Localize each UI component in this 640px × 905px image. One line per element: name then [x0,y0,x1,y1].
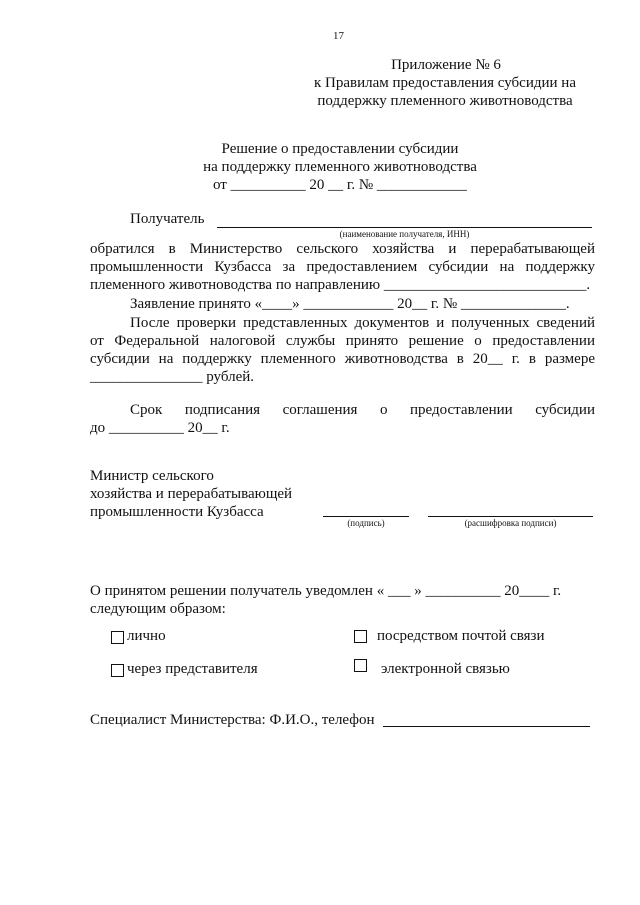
specialist-label: Специалист Министерства: Ф.И.О., телефон [90,712,375,728]
recipient-label: Получатель [130,211,205,227]
appendix-purpose-line: поддержку племенного животноводства [317,93,573,109]
recipient-caption: (наименование получателя, ИНН) [339,229,470,239]
appendix-number: Приложение № 6 [391,57,501,73]
decision-date-number: от __________ 20 __ г. № ____________ [213,177,467,193]
minister-title-line-3: промышленности Кузбасса [90,504,264,520]
page-number: 17 [333,30,344,42]
decision-title: Решение о предоставлении субсидии [221,141,459,157]
notice-line-2: следующим образом: [90,601,226,617]
checkbox-electronic[interactable] [354,659,367,672]
option-representative-label: через представителя [127,661,258,677]
decision-paragraph-line-4: _______________ рублей. [90,369,255,385]
recipient-field-line[interactable] [217,227,592,228]
minister-title-line-2: хозяйства и перерабатывающей [90,486,293,502]
decision-paragraph-line-2: от Федеральной налоговой службы принято решение о предоставлении [90,333,595,349]
appendix-rules-line: к Правилам предоставления субсидии на [313,75,576,91]
agreement-term-line-1: Срок подписания соглашения о предоставлении субсидии [130,402,595,418]
checkbox-representative[interactable] [111,664,124,677]
option-personal-label: лично [127,628,166,644]
checkbox-mail[interactable] [354,630,367,643]
application-received: Заявление принято «____» ____________ 20__ г. № ______________. [130,296,570,312]
option-electronic-label: электронной связью [381,661,510,677]
specialist-field-line[interactable] [383,726,590,727]
checkbox-personal[interactable] [111,631,124,644]
signature-line[interactable] [323,516,409,517]
decision-paragraph-line-3: субсидии на поддержку племенного животноводства в 20__ г. в размере [90,351,595,367]
signature-caption: (подпись) [347,518,385,528]
notice-line-1: О принятом решении получатель уведомлен « ___ » __________ 20____ г. [90,583,562,599]
minister-title-line-1: Министр сельского [90,468,214,484]
decision-paragraph-line-1: После проверки представленных документов и полученных сведений [130,315,595,331]
agreement-term-line-2: до __________ 20__ г. [90,420,230,436]
option-mail-label: посредством почтой связи [377,628,545,644]
signature-decoding-caption: (расшифровка подписи) [464,518,557,528]
recipient-paragraph-line-1: обратился в Министерство сельского хозяйства и перерабатывающей [90,241,595,257]
recipient-paragraph-line-2: промышленности Кузбасса за предоставлением субсидии на поддержку [90,259,595,275]
recipient-paragraph-line-3: племенного животноводства по направлению ___________________________. [90,277,591,293]
decision-subtitle: на поддержку племенного животноводства [203,159,477,175]
signature-decoding-line[interactable] [428,516,593,517]
